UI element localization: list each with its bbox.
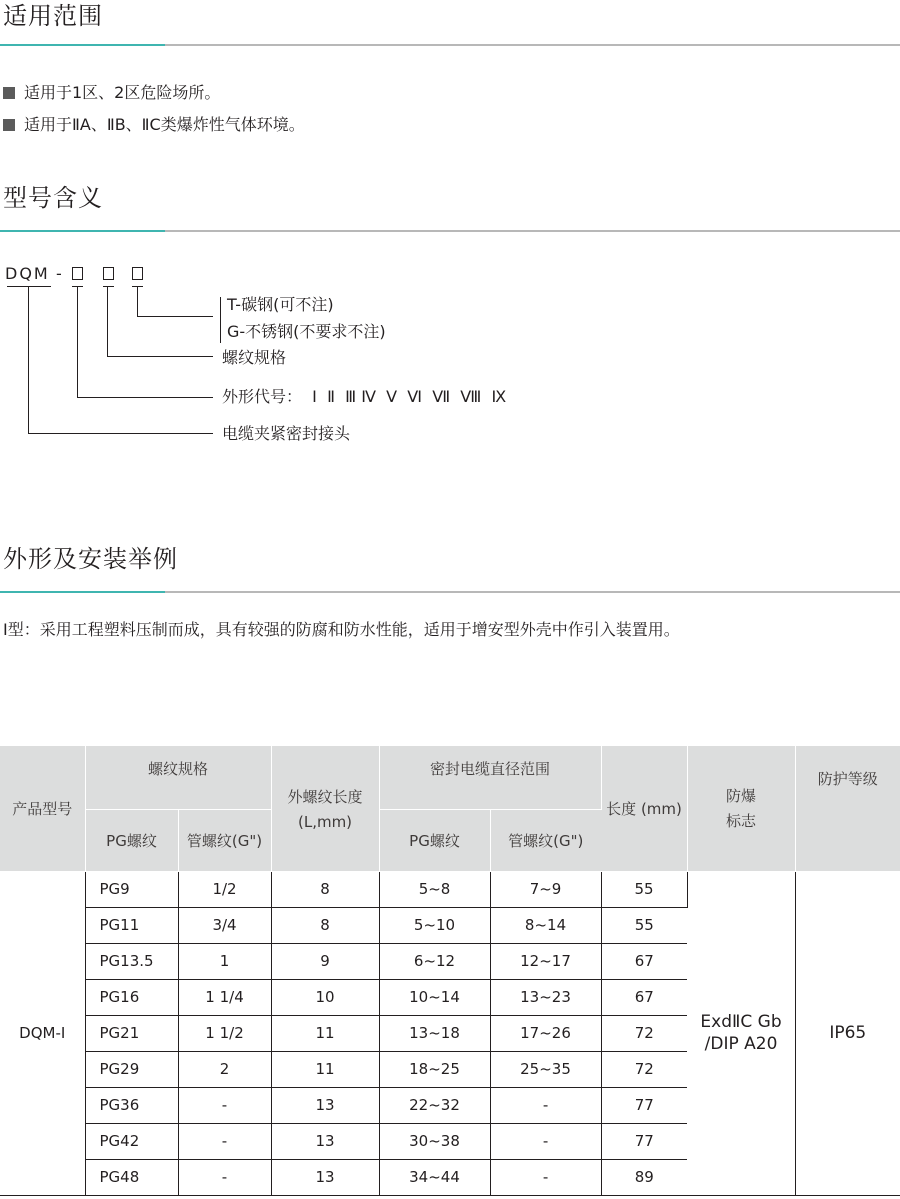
cell-pipe: 3/4 [178,907,271,943]
cell-seal-pipe: - [490,1159,601,1195]
scope-item: 适用于ⅡA、ⅡB、ⅡC类爆炸性气体环境。 [3,115,305,135]
cell-pipe: 1 [178,943,271,979]
thread-spec-label: 螺纹规格 [222,348,287,367]
cell-outer-length: 11 [271,1051,379,1087]
cell-outer-length: 10 [271,979,379,1015]
cell-pg: PG42 [85,1123,178,1159]
header-seal-pipe: 管螺纹(G") [490,809,601,871]
scope-divider [0,44,900,46]
cell-seal-pg: 34~44 [379,1159,490,1195]
header-seal-range: 密封电缆直径范围 [379,746,601,809]
cell-seal-pipe: 7~9 [490,871,601,907]
cell-pg: PG36 [85,1087,178,1123]
header-ip: 防护等级 [795,746,900,871]
scope-item: 适用于1区、2区危险场所。 [3,83,220,103]
cell-length: 77 [601,1123,687,1159]
cell-seal-pg: 5~10 [379,907,490,943]
cell-pg: PG16 [85,979,178,1015]
cell-outer-length: 13 [271,1087,379,1123]
cell-length: 72 [601,1051,687,1087]
header-outer-length: 外螺纹长度 (L,mm) [271,746,379,871]
cell-pg: PG11 [85,907,178,943]
header-thread-spec: 螺纹规格 [85,746,271,809]
model-code-dash: - [56,264,62,283]
model-code: DQM [5,264,50,283]
material-carbon-label: T-碳钢(可不注) [227,295,334,314]
model-divider [0,230,900,232]
product-name-label: 电缆夹紧密封接头 [222,424,351,443]
cell-pipe: - [178,1123,271,1159]
cell-seal-pipe: - [490,1087,601,1123]
cell-pg: PG13.5 [85,943,178,979]
cell-seal-pipe: 17~26 [490,1015,601,1051]
shape-code-label: 外形代号： Ⅰ Ⅱ Ⅲ Ⅳ Ⅴ Ⅵ Ⅶ Ⅷ Ⅸ [222,387,507,406]
cell-pg: PG21 [85,1015,178,1051]
header-seal-pg: PG螺纹 [379,809,490,871]
cell-seal-pipe: 25~35 [490,1051,601,1087]
header-pg-thread: PG螺纹 [85,809,178,871]
cell-pg: PG29 [85,1051,178,1087]
cell-pipe: 2 [178,1051,271,1087]
cell-seal-pipe: 8~14 [490,907,601,943]
placeholder-box [72,267,83,280]
placeholder-box [103,267,114,280]
cell-length: 72 [601,1015,687,1051]
cell-pipe: - [178,1087,271,1123]
cell-pipe: 1 1/2 [178,1015,271,1051]
table-row [0,871,900,907]
cell-length: 55 [601,871,687,907]
type-description: Ⅰ型：采用工程塑料压制而成，具有较强的防腐和防水性能，适用于增安型外壳中作引入装置用。 [3,620,680,639]
material-stainless-label: G-不锈钢(不要求不注) [227,322,386,341]
model-title: 型号含义 [3,184,103,212]
install-divider [0,591,900,593]
row-model: DQM-Ⅰ [0,871,85,1195]
header-pipe-thread: 管螺纹(G") [178,809,271,871]
spec-table [0,746,900,1196]
cell-length: 67 [601,943,687,979]
header-length: 长度 (mm) [601,746,687,871]
cell-seal-pg: 13~18 [379,1015,490,1051]
install-title: 外形及安装举例 [3,545,178,573]
cell-outer-length: 9 [271,943,379,979]
scope-title: 适用范围 [3,2,103,30]
cell-seal-pg: 22~32 [379,1087,490,1123]
cell-length: 89 [601,1159,687,1195]
square-bullet-icon [3,87,15,99]
header-ex-mark: 防爆 标志 [687,746,795,871]
placeholder-box [132,267,143,280]
square-bullet-icon [3,119,15,131]
cell-outer-length: 13 [271,1159,379,1195]
cell-outer-length: 13 [271,1123,379,1159]
cell-pipe: - [178,1159,271,1195]
cell-seal-pipe: 13~23 [490,979,601,1015]
ip-cell: IP65 [795,871,900,1195]
cell-outer-length: 8 [271,871,379,907]
cell-pipe: 1/2 [178,871,271,907]
cell-pg: PG48 [85,1159,178,1195]
cell-seal-pg: 6~12 [379,943,490,979]
cell-outer-length: 11 [271,1015,379,1051]
cell-seal-pg: 30~38 [379,1123,490,1159]
header-model: 产品型号 [0,746,85,871]
cell-pipe: 1 1/4 [178,979,271,1015]
cell-seal-pg: 10~14 [379,979,490,1015]
cell-seal-pipe: - [490,1123,601,1159]
cell-pg: PG9 [85,871,178,907]
cell-seal-pg: 18~25 [379,1051,490,1087]
cell-length: 67 [601,979,687,1015]
cell-seal-pg: 5~8 [379,871,490,907]
cell-seal-pipe: 12~17 [490,943,601,979]
ex-mark-cell: ExdⅡC Gb /DIP A20 [687,871,795,1195]
cell-length: 55 [601,907,687,943]
cell-outer-length: 8 [271,907,379,943]
cell-length: 77 [601,1087,687,1123]
